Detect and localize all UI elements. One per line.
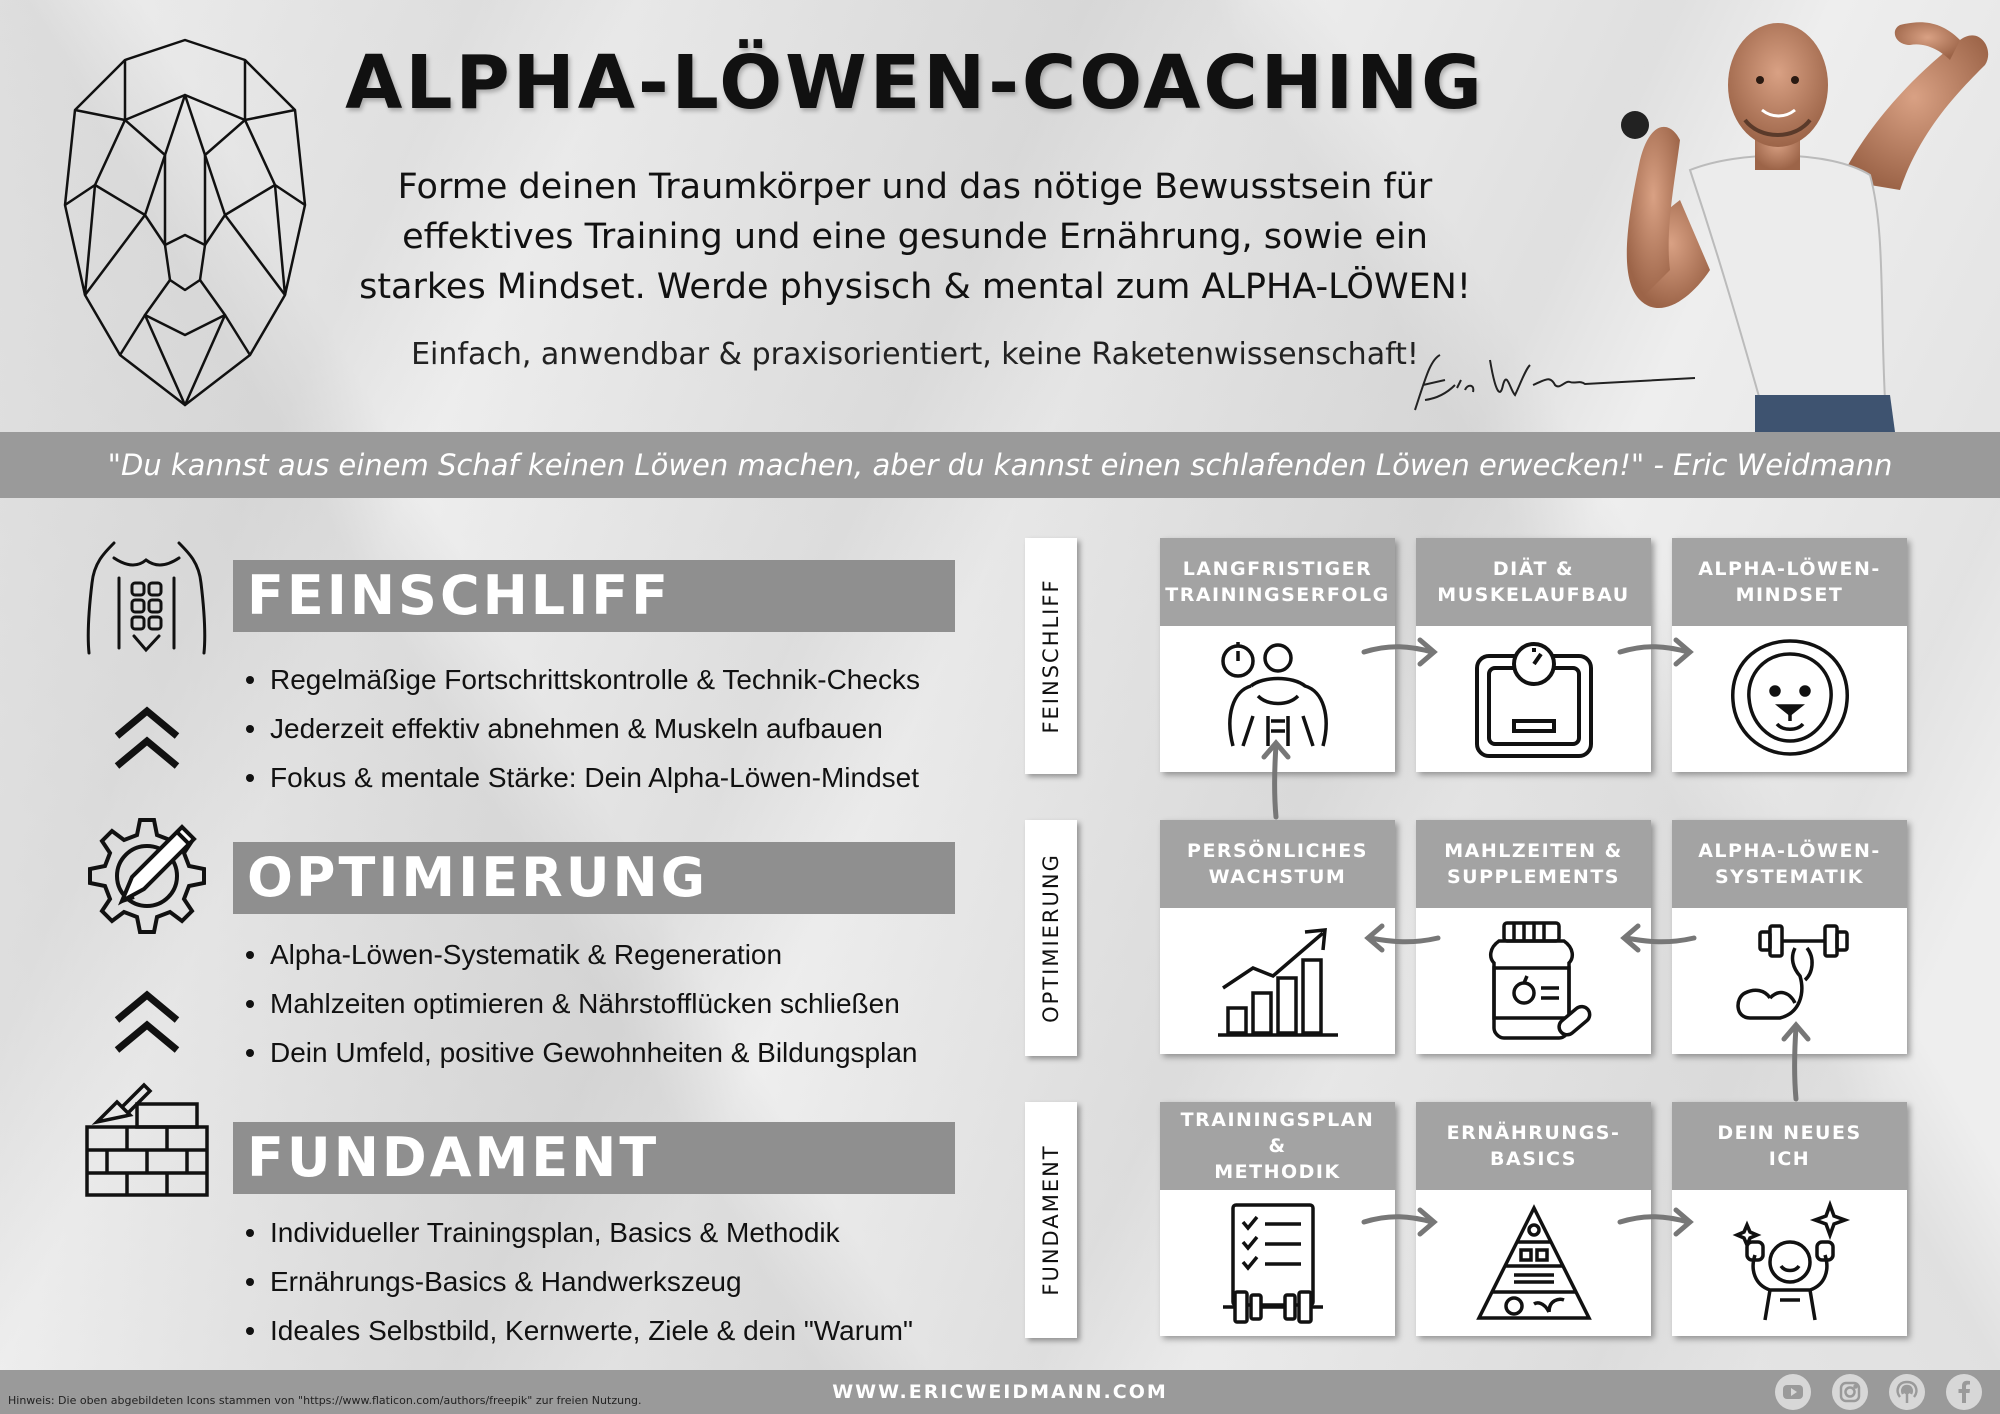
coach-photo xyxy=(1540,0,2000,432)
section-heading-fundament: FUNDAMENT xyxy=(233,1122,955,1194)
section-list-feinschliff xyxy=(240,655,980,802)
card-trainingsplan-methodik: TRAININGSPLAN & METHODIK xyxy=(1160,1102,1395,1336)
section-heading-feinschliff: FEINSCHLIFF xyxy=(233,560,955,632)
section-list-optimierung xyxy=(240,930,980,1077)
list-item: Jederzeit effektiv abnehmen & Muskeln aufbauen xyxy=(240,704,980,753)
list-item: Individueller Trainingsplan, Basics & Methodik xyxy=(240,1208,980,1257)
list-item: Fokus & mentale Stärke: Dein Alpha-Löwen-Mindset xyxy=(240,753,980,802)
website-link[interactable]: WWW.ERICWEIDMANN.COM xyxy=(832,1381,1168,1403)
list-item: Mahlzeiten optimieren & Nährstofflücken schließen xyxy=(240,979,980,1028)
list-item: Dein Umfeld, positive Gewohnheiten & Bildungsplan xyxy=(240,1028,980,1077)
arrow-right-icon xyxy=(1616,630,1698,670)
supplement-jar-icon xyxy=(1469,918,1599,1043)
instagram-icon[interactable] xyxy=(1832,1374,1868,1410)
growth-chart-icon xyxy=(1213,918,1343,1043)
youtube-icon[interactable] xyxy=(1775,1374,1811,1410)
arrow-left-icon xyxy=(1616,918,1698,958)
double-chevron-up-icon xyxy=(112,706,182,770)
facebook-icon[interactable] xyxy=(1946,1374,1982,1410)
card-diaet-muskelaufbau: DIÄT & MUSKELAUFBAU xyxy=(1416,538,1651,772)
double-chevron-up-icon xyxy=(112,990,182,1054)
gear-pencil-icon xyxy=(82,815,212,945)
arrow-up-icon xyxy=(1256,735,1296,820)
arrow-left-icon xyxy=(1360,918,1442,958)
card-ernaehrungs-basics: ERNÄHRUNGS- BASICS xyxy=(1416,1102,1651,1336)
card-mahlzeiten-supplements: MAHLZEITEN & SUPPLEMENTS xyxy=(1416,820,1651,1054)
scale-icon xyxy=(1469,636,1599,761)
list-item: Regelmäßige Fortschrittskontrolle & Technik-Checks xyxy=(240,655,980,704)
list-item: Alpha-Löwen-Systematik & Regeneration xyxy=(240,930,980,979)
checklist-dumbbell-icon xyxy=(1213,1200,1343,1325)
section-list-fundament xyxy=(240,1208,980,1355)
tagline: Einfach, anwendbar & praxisorientiert, keine Raketenwissenschaft! xyxy=(411,337,1419,372)
lion-icon xyxy=(1725,636,1855,761)
arrow-up-icon xyxy=(1776,1017,1816,1102)
page-title: ALPHA-LÖWEN-COACHING xyxy=(345,40,1485,126)
card-alpha-loewen-mindset: ALPHA-LÖWEN- MINDSET xyxy=(1672,538,1907,772)
list-item: Ideales Selbstbild, Kernwerte, Ziele & dein "Warum" xyxy=(240,1306,980,1355)
brick-wall-trowel-icon xyxy=(82,1082,212,1197)
subtitle: Forme deinen Traumkörper und das nötige Bewusstsein für effektives Training und eine gesunde Ernährung, sowie ein starkes Mindset. Werde physisch & mental zum ALPHA-LÖWEN! xyxy=(359,167,1471,307)
list-item: Ernährungs-Basics & Handwerkszeug xyxy=(240,1257,980,1306)
card-alpha-loewen-systematik: ALPHA-LÖWEN- SYSTEMATIK xyxy=(1672,820,1907,1054)
arrow-right-icon xyxy=(1616,1200,1698,1240)
card-persoenliches-wachstum: PERSÖNLICHES WACHSTUM xyxy=(1160,820,1395,1054)
row-label-optimierung: OPTIMIERUNG xyxy=(1025,820,1077,1056)
section-heading-optimierung: OPTIMIERUNG xyxy=(233,842,955,914)
food-pyramid-icon xyxy=(1469,1200,1599,1325)
row-label-feinschliff: FEINSCHLIFF xyxy=(1025,538,1077,774)
podcast-icon[interactable] xyxy=(1889,1374,1925,1410)
row-label-fundament: FUNDAMENT xyxy=(1025,1102,1077,1338)
quote-text: "Du kannst aus einem Schaf keinen Löwen machen, aber du kannst einen schlafenden Löwen erwecken!" - Eric Weidmann xyxy=(107,448,1893,482)
card-dein-neues-ich: DEIN NEUES ICH xyxy=(1672,1102,1907,1336)
footer-note: Hinweis: Die oben abgebildeten Icons stammen von "https://www.flaticon.com/authors/freepik" zur freien Nutzung. xyxy=(8,1394,642,1407)
geometric-lion-logo-icon xyxy=(55,35,315,410)
arrow-right-icon xyxy=(1360,630,1442,670)
torso-abs-icon xyxy=(84,538,209,656)
happy-person-icon xyxy=(1725,1200,1855,1325)
card-langfristiger-trainingserfolg: LANGFRISTIGER TRAININGSERFOLG xyxy=(1160,538,1395,772)
arrow-right-icon xyxy=(1360,1200,1442,1240)
